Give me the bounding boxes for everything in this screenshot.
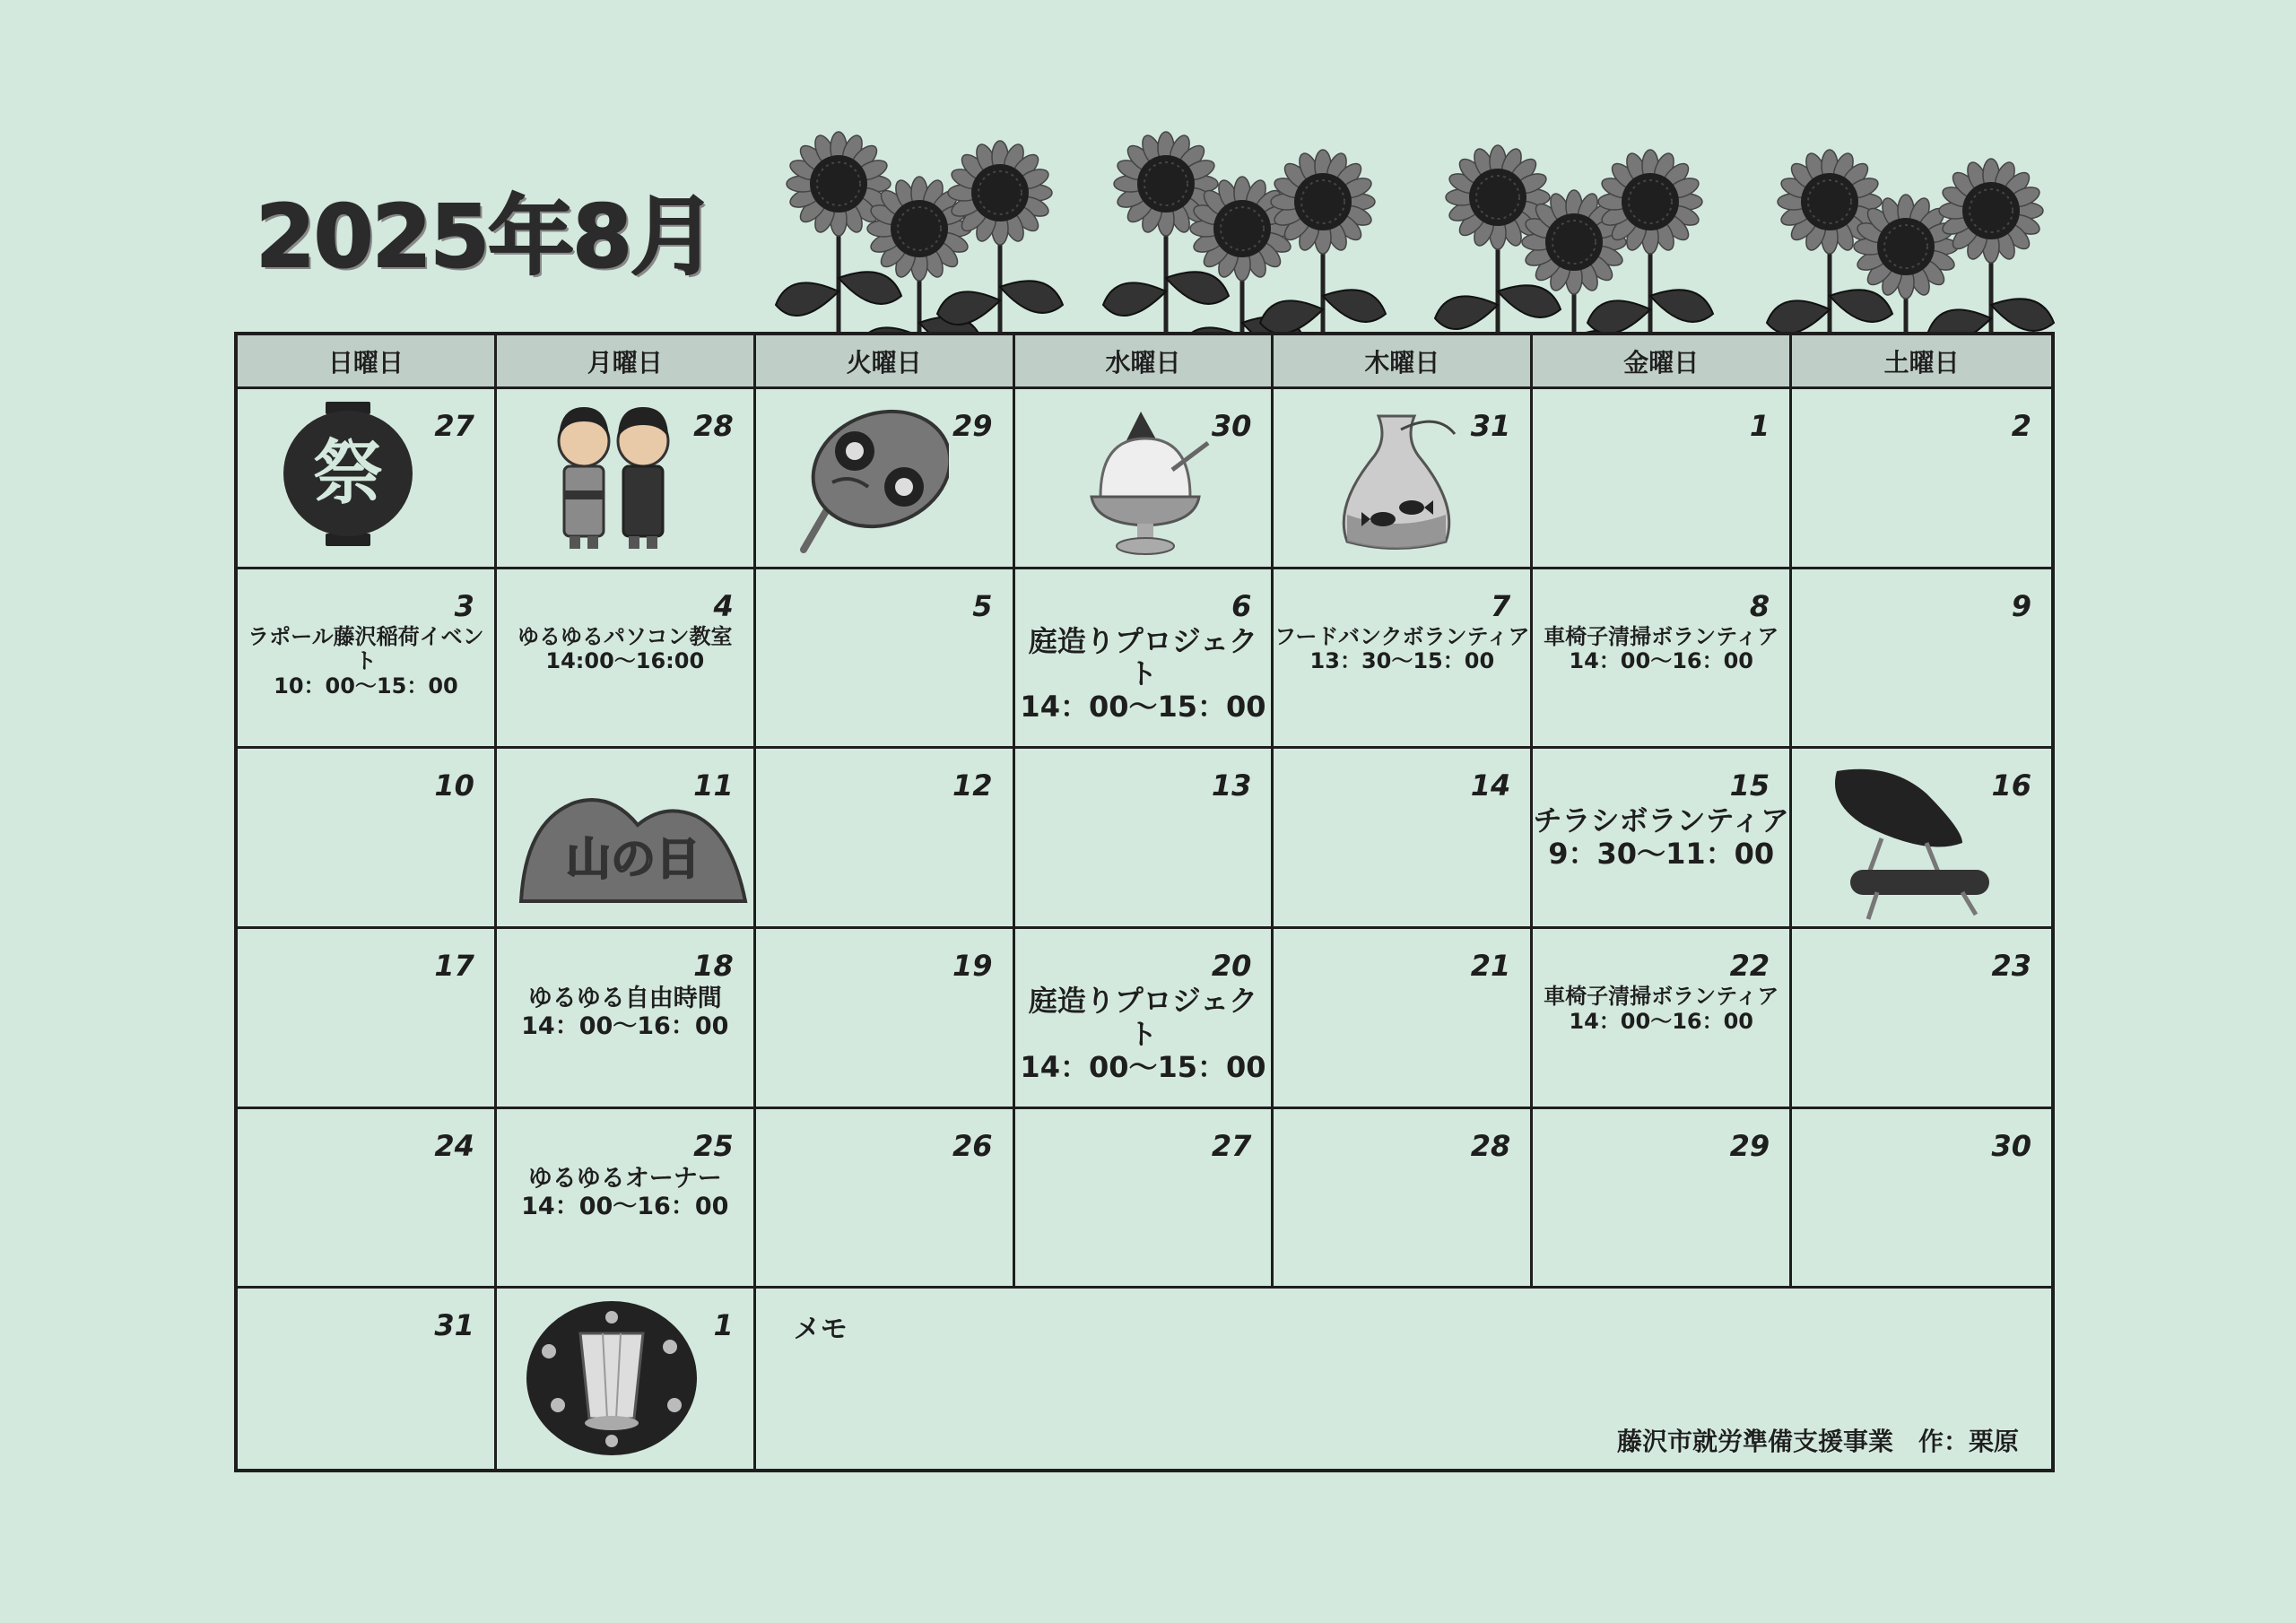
day-cell[interactable]: [238, 749, 497, 929]
day-number: 3: [454, 588, 474, 623]
event-time: 14：00～16：00: [1569, 648, 1753, 674]
day-cell[interactable]: [756, 1109, 1015, 1289]
event-name: チラシボランティア: [1533, 803, 1789, 838]
event-time: 14：00～16：00: [1569, 1008, 1753, 1034]
floating-lantern-icon: [522, 1298, 701, 1462]
day-number: 2: [2011, 409, 2031, 443]
day-number: 5: [972, 588, 993, 623]
day-number: 29: [1729, 1128, 1770, 1163]
day-number: 18: [693, 949, 734, 983]
weekday-header: 金曜日: [1533, 335, 1792, 389]
sunflower-border-icon: [753, 126, 2081, 341]
day-cell[interactable]: [1015, 1109, 1274, 1289]
day-number: 9: [2011, 588, 2031, 623]
day-cell[interactable]: [1533, 929, 1792, 1109]
day-number: 8: [1749, 588, 1770, 623]
day-number: 7: [1491, 588, 1511, 623]
event: [497, 985, 753, 1040]
day-number: 13: [1211, 768, 1252, 803]
page-title: 2025年8月: [256, 187, 715, 287]
day-cell[interactable]: [238, 569, 497, 750]
day-cell[interactable]: [1792, 389, 2051, 569]
yukata-couple-icon: [546, 405, 681, 557]
day-cell[interactable]: [497, 1289, 756, 1469]
lantern-matsuri-icon: [281, 400, 415, 551]
weekday-header: 月曜日: [497, 335, 756, 389]
memo-label: メモ: [793, 1314, 848, 1346]
day-cell[interactable]: [1015, 389, 1274, 569]
event-name: 車椅子清掃ボランティア: [1544, 984, 1779, 1009]
event: [1015, 985, 1272, 1083]
day-cell[interactable]: [1015, 929, 1274, 1109]
day-number: 27: [1211, 1128, 1252, 1163]
day-number: 31: [1470, 409, 1511, 443]
event-time: 10：00～15：00: [274, 673, 458, 699]
event-time: 14：00～15：00: [1020, 1049, 1266, 1084]
event-name: ゆるゆる自由時間: [527, 985, 722, 1012]
day-cell[interactable]: [1274, 749, 1533, 929]
event: [497, 1165, 753, 1220]
day-cell[interactable]: [1015, 569, 1274, 750]
day-cell[interactable]: [497, 749, 756, 929]
day-number: 20: [1211, 949, 1252, 983]
calendar-grid: [234, 332, 2055, 1472]
event-time: 13：30～15：00: [1309, 648, 1495, 674]
day-cell[interactable]: [1015, 749, 1274, 929]
uchiwa-fan-icon: [796, 402, 949, 558]
day-number: 19: [952, 949, 993, 983]
weekday-header: 火曜日: [756, 335, 1015, 389]
svg-text:祭: 祭: [312, 433, 384, 514]
day-cell[interactable]: [497, 569, 756, 750]
weekday-header: 土曜日: [1792, 335, 2051, 389]
day-cell[interactable]: [1533, 1109, 1792, 1289]
weekday-header: 水曜日: [1015, 335, 1274, 389]
day-number: 10: [434, 768, 474, 803]
day-number: 6: [1231, 588, 1252, 623]
day-cell[interactable]: [497, 1109, 756, 1289]
footer-credit: 藤沢市就労準備支援事業 作：栗原: [1616, 1427, 2019, 1456]
day-cell[interactable]: [497, 929, 756, 1109]
event-name: フードバンクボランティア: [1274, 623, 1530, 649]
event: [497, 625, 753, 674]
day-cell[interactable]: [1792, 569, 2051, 750]
day-number: 11: [693, 768, 734, 803]
day-number: 29: [952, 409, 993, 443]
day-cell[interactable]: [238, 929, 497, 1109]
shaved-ice-icon: [1078, 407, 1213, 563]
day-number: 17: [434, 949, 474, 983]
event-name: ラポール藤沢稲荷イベント: [248, 623, 484, 674]
memo-area[interactable]: [756, 1289, 2051, 1469]
event-name: 庭造りプロジェクト: [1028, 984, 1258, 1051]
day-cell[interactable]: [1533, 389, 1792, 569]
event: [1533, 985, 1789, 1034]
day-number: 30: [1991, 1128, 2031, 1163]
day-cell[interactable]: [756, 389, 1015, 569]
day-cell[interactable]: [1274, 389, 1533, 569]
day-number: 4: [713, 588, 734, 623]
day-number: 27: [434, 409, 474, 443]
day-number: 15: [1729, 768, 1770, 803]
day-cell[interactable]: [756, 569, 1015, 750]
day-cell[interactable]: [1792, 929, 2051, 1109]
weekday-header: 日曜日: [238, 335, 497, 389]
day-number: 25: [693, 1128, 734, 1163]
day-number: 24: [434, 1128, 474, 1163]
day-number: 28: [693, 409, 734, 443]
day-cell[interactable]: [238, 1289, 497, 1469]
day-cell[interactable]: [756, 749, 1015, 929]
day-number: 12: [952, 768, 993, 803]
day-cell[interactable]: [238, 1109, 497, 1289]
day-number: 22: [1729, 949, 1770, 983]
event-time: 9：30～11：00: [1548, 837, 1775, 872]
day-cell[interactable]: [1792, 749, 2051, 929]
day-cell[interactable]: [1274, 929, 1533, 1109]
event-name: ゆるゆるパソコン教室: [517, 623, 733, 649]
event: [238, 625, 494, 699]
day-number: 31: [434, 1308, 474, 1343]
day-number: 30: [1211, 409, 1252, 443]
day-cell[interactable]: [497, 389, 756, 569]
day-cell[interactable]: [1533, 749, 1792, 929]
day-number: 16: [1991, 768, 2031, 803]
day-cell[interactable]: [238, 389, 497, 569]
event: [1274, 625, 1530, 674]
day-number: 23: [1991, 949, 2031, 983]
day-cell[interactable]: [1274, 1109, 1533, 1289]
day-number: 1: [713, 1308, 734, 1343]
day-number: 26: [952, 1128, 993, 1163]
event-name: ゆるゆるオーナー: [527, 1164, 722, 1193]
day-cell[interactable]: [1274, 569, 1533, 750]
svg-text:山の日: 山の日: [565, 833, 700, 886]
day-number: 14: [1470, 768, 1511, 803]
day-number: 1: [1749, 409, 1770, 443]
day-cell[interactable]: [1533, 569, 1792, 750]
event-time: 14：00～16：00: [521, 1012, 729, 1041]
event-time: 14：00～16：00: [521, 1192, 729, 1220]
mountain-day-icon: [517, 785, 750, 914]
day-cell[interactable]: [756, 929, 1015, 1109]
event: [1015, 625, 1272, 724]
day-number: 28: [1470, 1128, 1511, 1163]
shoryo-uma-icon: [1828, 753, 1998, 927]
day-number: 21: [1470, 949, 1511, 983]
day-cell[interactable]: [1792, 1109, 2051, 1289]
event: [1533, 804, 1789, 871]
event-name: 車椅子清掃ボランティア: [1544, 623, 1779, 649]
weekday-header: 木曜日: [1274, 335, 1533, 389]
event-time: 14：00～15：00: [1020, 690, 1266, 725]
goldfish-bag-icon: [1329, 407, 1464, 563]
event-name: 庭造りプロジェクト: [1028, 623, 1258, 691]
event: [1533, 625, 1789, 674]
event-time: 14:00～16:00: [545, 648, 705, 674]
